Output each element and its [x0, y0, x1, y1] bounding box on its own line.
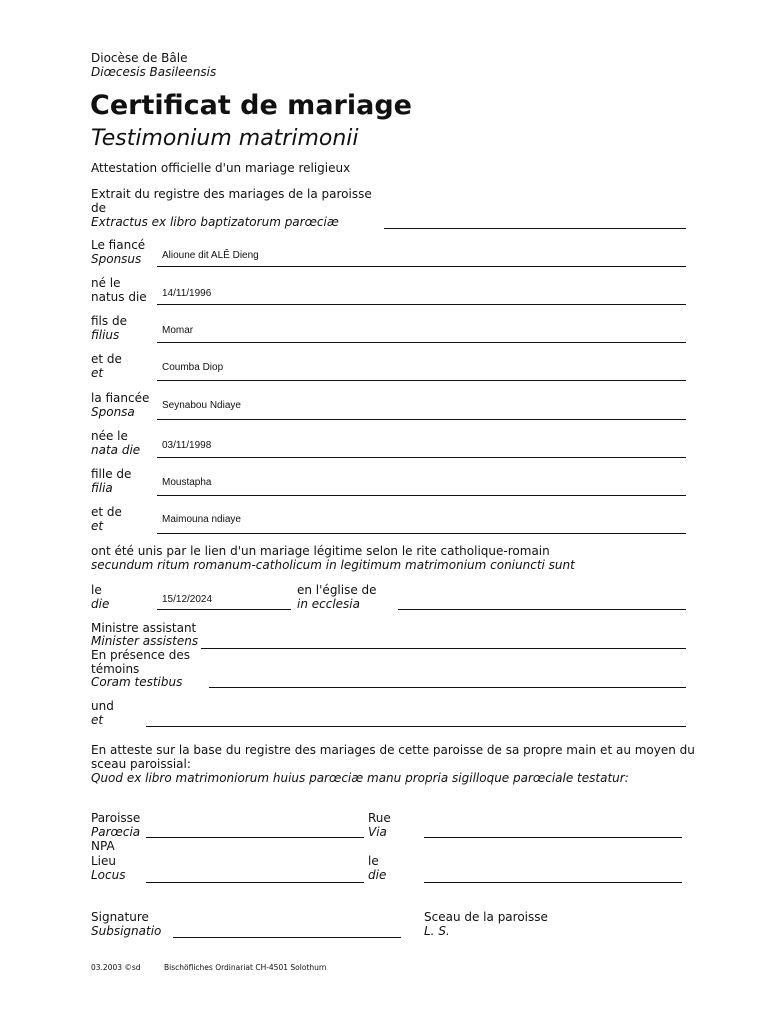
groom-label — [91, 239, 157, 266]
issue-date-field[interactable] — [424, 882, 682, 883]
bride-birthdate-label — [91, 430, 157, 457]
second-witness-label — [91, 700, 114, 727]
bride-father-label-la: filia — [91, 480, 113, 495]
parish-seal-label-la: L. S. — [424, 924, 450, 938]
diocese-name: Diocèse de Bâle — [91, 51, 188, 65]
groom-name-line — [157, 266, 686, 267]
union-statement: ont été unis par le lien d'un mariage légitime selon le rite catholique-romain — [91, 544, 550, 558]
document-title: Certificat de mariage — [90, 90, 412, 121]
locality-field[interactable] — [146, 882, 364, 883]
groom-birthdate-label — [91, 277, 157, 304]
bride-mother-label — [91, 506, 157, 533]
groom-mother-field[interactable]: Coumba Diop — [162, 362, 224, 373]
bride-father-label-fr: fille de — [91, 467, 132, 481]
document-subtitle: Attestation officielle d'un mariage religieux — [91, 161, 351, 175]
bride-birthdate-label-la: nata die — [91, 442, 141, 457]
street-label-la: Via — [368, 825, 387, 839]
attestation-text — [91, 743, 695, 785]
witnesses-field[interactable] — [209, 687, 686, 688]
locality-label-fr: Lieu — [91, 854, 117, 868]
groom-father-label-la: filius — [91, 327, 120, 342]
groom-mother-label — [91, 353, 157, 380]
witnesses-label — [91, 649, 190, 690]
ceremony-date-field[interactable]: 15/12/2024 — [162, 594, 213, 605]
attestation-latin: Quod ex libro matrimoniorum huius parœciæ manu propria sigilloque parœciale testatur: — [91, 771, 629, 785]
bride-mother-label-fr: et de — [91, 505, 122, 519]
church-label — [297, 583, 377, 611]
locality-label — [91, 854, 125, 882]
parish-field[interactable] — [146, 837, 364, 838]
bride-name-field[interactable]: Seynabou Ndiaye — [162, 400, 241, 411]
extract-label — [91, 187, 372, 229]
groom-father-line — [157, 342, 686, 343]
groom-label-la: Sponsus — [91, 251, 142, 266]
church-label-fr: en l'église de — [297, 583, 377, 597]
church-label-la: in ecclesia — [297, 597, 360, 611]
ceremony-date-label-la: die — [91, 597, 110, 611]
street-field[interactable] — [424, 837, 682, 838]
street-label — [368, 811, 391, 839]
locality-label-la: Locus — [91, 868, 126, 882]
street-label-fr: Rue — [368, 811, 391, 825]
groom-father-label-fr: fils de — [91, 314, 127, 328]
parish-register-field[interactable] — [384, 228, 686, 229]
union-statement-latin: secundum ritum romanum-catholicum in legitimum matrimonium coniuncti sunt — [91, 558, 575, 572]
bride-label — [91, 392, 157, 419]
bride-birthdate-label-fr: née le — [91, 429, 128, 443]
groom-birthdate-line — [157, 304, 686, 305]
groom-mother-label-la: et — [91, 365, 104, 380]
second-witness-label-la: et — [91, 712, 104, 727]
groom-mother-line — [157, 380, 686, 381]
second-witness-label-fr: und — [91, 699, 114, 713]
bride-birthdate-field[interactable]: 03/11/1998 — [162, 440, 212, 451]
parish-seal-label — [424, 910, 548, 938]
groom-name-field[interactable]: Alioune dit ALÊ Dieng — [162, 250, 259, 261]
bride-father-field[interactable]: Moustapha — [162, 477, 212, 488]
bride-mother-label-la: et — [91, 518, 104, 533]
bride-mother-field[interactable]: Maimouna ndiaye — [162, 514, 241, 525]
bride-name-line — [157, 419, 686, 420]
groom-birthdate-field[interactable]: 14/11/1996 — [162, 288, 212, 299]
bride-label-fr: la fiancée — [91, 391, 150, 405]
bride-father-label — [91, 468, 157, 495]
extract-label-line2: de — [91, 201, 106, 215]
attestation-line1: En atteste sur la base du registre des mariages de cette paroisse de sa propre main et au moyen du — [91, 743, 695, 757]
footer-publisher: Bischöfliches Ordinariat CH-4501 Solothurn — [164, 963, 327, 972]
signature-label — [91, 910, 161, 938]
diocese-name-latin: Diœcesis Basileensis — [91, 65, 217, 79]
ceremony-date-label-fr: le — [91, 583, 102, 597]
bride-birthdate-line — [157, 457, 686, 458]
attestation-line2: sceau paroissial: — [91, 757, 191, 771]
minister-label-fr: Ministre assistant — [91, 621, 197, 635]
minister-label — [91, 622, 198, 648]
signature-label-la: Subsignatio — [91, 924, 162, 938]
groom-birthdate-label-la: natus die — [91, 289, 147, 304]
second-witness-field[interactable] — [146, 726, 686, 727]
parish-seal-label-fr: Sceau de la paroisse — [424, 910, 548, 924]
footer-code: 03.2003 ©sd — [91, 963, 141, 972]
issue-date-label-la: die — [368, 868, 387, 882]
groom-father-label — [91, 315, 157, 342]
groom-label-fr: Le fiancé — [91, 238, 146, 252]
minister-label-la: Minister assistens — [91, 634, 199, 648]
parish-label — [91, 811, 140, 853]
witnesses-label-line1: En présence des — [91, 648, 190, 662]
bride-father-line — [157, 495, 686, 496]
extract-label-line1: Extrait du registre des mariages de la paroisse — [91, 187, 372, 201]
groom-father-field[interactable]: Momar — [162, 325, 194, 336]
parish-label-fr: Paroisse — [91, 811, 141, 825]
groom-birthdate-label-fr: né le — [91, 276, 121, 290]
signature-label-fr: Signature — [91, 910, 149, 924]
minister-field[interactable] — [201, 648, 686, 649]
witnesses-label-line2: témoins — [91, 661, 140, 676]
church-field[interactable] — [398, 609, 686, 610]
issue-date-label — [368, 854, 386, 882]
ceremony-date-label — [91, 583, 109, 611]
groom-mother-label-fr: et de — [91, 352, 122, 366]
extract-label-latin: Extractus ex libro baptizatorum parœciæ — [91, 215, 339, 229]
issue-date-label-fr: le — [368, 854, 379, 868]
bride-mother-line — [157, 533, 686, 534]
ceremony-date-line — [157, 609, 291, 610]
parish-label-la: Parœcia — [91, 825, 141, 839]
bride-label-la: Sponsa — [91, 404, 135, 419]
document-title-latin: Testimonium matrimonii — [91, 126, 359, 151]
npa-label: NPA — [91, 839, 115, 853]
signature-field[interactable] — [173, 937, 401, 938]
witnesses-label-la: Coram testibus — [91, 675, 183, 689]
